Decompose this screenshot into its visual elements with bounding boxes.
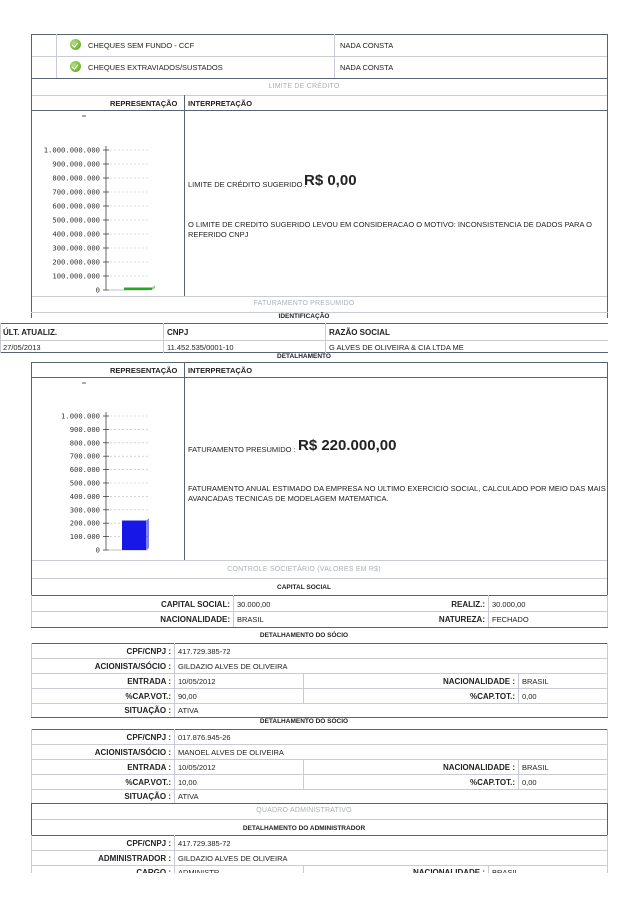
bar-side (152, 286, 155, 291)
entry-label: ENTRADA : (127, 677, 171, 686)
partner-captot: 0,00 (522, 778, 537, 787)
billing-note-line1: FATURAMENTO ANUAL ESTIMADO DA EMPRESA NO ULTIMO EXERCICIO SOCIAL, CALCULADO POR MEIO DAS MAIS (188, 484, 606, 493)
nature-label: NATUREZA: (438, 615, 485, 624)
partner-nac-label: NACIONALIDADE : (443, 763, 515, 772)
admin-name: GILDAZIO ALVES DE OLIVEIRA (178, 854, 288, 863)
nationality-label: NACIONALIDADE: (160, 615, 230, 624)
check-ok-icon (70, 39, 81, 50)
status-label: SITUAÇÃO : (124, 706, 171, 715)
col-name: RAZÃO SOCIAL (329, 328, 390, 337)
partner-name-label: ACIONISTA/SÓCIO : (94, 662, 171, 671)
admin-cpf-label: CPF/CNPJ : (126, 839, 171, 848)
admin-cpf: 417.729.385-72 (178, 839, 231, 848)
captot-label: %CAP.TOT.: (469, 778, 515, 787)
y-tick-label: 400.000 (69, 491, 100, 501)
y-tick-label: 500.000 (69, 478, 100, 488)
partner-cpf: 417.729.385-72 (178, 647, 231, 656)
partner-nac: BRASIL (522, 677, 549, 686)
y-tick-label: 800.000.000 (52, 173, 100, 183)
billing-note-line2: AVANCADAS TECNICAS DE MODELAGEM MATEMATICA. (188, 494, 389, 503)
rep-header: REPRESENTAÇÃO (110, 99, 178, 108)
check-status: NADA CONSTA (340, 63, 394, 72)
partner-title: DETALHAMENTO DO SÓCIO (259, 718, 349, 725)
capvot-label: %CAP.VOT.: (125, 778, 171, 787)
y-tick-label: 0 (95, 285, 100, 294)
capvot-label: %CAP.VOT.: (125, 692, 171, 701)
check-label: CHEQUES SEM FUNDO - CCF (88, 41, 195, 50)
y-tick-label: 1.000.000.000 (43, 145, 100, 155)
check-ok-icon (70, 61, 81, 72)
y-tick-label: 400.000.000 (52, 229, 100, 239)
y-tick-label: 900.000.000 (52, 159, 100, 169)
bar-side (146, 519, 149, 550)
partner-status: ATIVA (178, 792, 199, 801)
partner-name-label: ACIONISTA/SÓCIO : (94, 748, 171, 757)
y-tick-label: 200.000 (69, 518, 100, 528)
int-header: INTERPRETAÇÃO (188, 99, 253, 108)
realiz-label: REALIZ.: (451, 600, 485, 609)
check-status: NADA CONSTA (340, 41, 394, 50)
y-tick-label: 100.000 (69, 532, 100, 542)
partner-name: MANOEL ALVES DE OLIVEIRA (178, 748, 284, 757)
partner-capvot: 90,00 (178, 692, 197, 701)
y-tick-label: 500.000.000 (52, 215, 100, 225)
billing-presumed-label: FATURAMENTO PRESUMIDO : (188, 445, 296, 454)
credit-chart (34, 112, 182, 294)
captot-label: %CAP.TOT.: (469, 692, 515, 701)
credit-note-line1: O LIMITE DE CREDITO SUGERIDO LEVOU EM CONSIDERACAO O MOTIVO: INCONSISTENCIA DE DADOS PARA O (188, 220, 592, 229)
y-tick-label: 600.000 (69, 465, 100, 475)
partner-cpf: 017.876.945-26 (178, 733, 231, 742)
ident-title: IDENTIFICAÇÃO (278, 313, 330, 320)
y-tick-label: 600.000.000 (52, 201, 100, 211)
updated-value: 27/05/2013 (3, 343, 41, 352)
admin-detail-title: DETALHAMENTO DO ADMINISTRADOR (242, 825, 366, 832)
status-label: SITUAÇÃO : (124, 792, 171, 801)
y-tick-label: 700.000.000 (52, 187, 100, 197)
cnpj-value: 11.452.535/0001-10 (167, 343, 234, 352)
partner-capvot: 10,00 (178, 778, 197, 787)
capital-title: CAPITAL SOCIAL (277, 584, 331, 591)
y-tick-label: 1.000.000 (61, 411, 100, 421)
check-label: CHEQUES EXTRAVIADOS/SUSTADOS (88, 63, 223, 72)
credit-suggested-value: R$ 0,00 (304, 172, 357, 189)
y-tick-label: 300.000 (69, 505, 100, 515)
nature-value: FECHADO (492, 615, 529, 624)
cpf-label: CPF/CNPJ : (126, 647, 171, 656)
rep-header: REPRESENTAÇÃO (110, 366, 178, 375)
col-updated: ÚLT. ATUALIZ. (3, 328, 58, 337)
int-header: INTERPRETAÇÃO (188, 366, 253, 375)
section-title-admin: QUADRO ADMINISTRATIVO (256, 807, 352, 814)
bar (124, 288, 152, 291)
y-tick-label: 100.000.000 (52, 271, 100, 281)
col-cnpj: CNPJ (167, 328, 189, 337)
y-tick-label: 900.000 (69, 424, 100, 434)
y-tick-label: 700.000 (69, 451, 100, 461)
section-title-credit: LIMITE DE CRÉDITO (268, 83, 340, 90)
y-tick-label: 0 (95, 545, 100, 555)
partner-captot: 0,00 (522, 692, 537, 701)
partner-title: DETALHAMENTO DO SÓCIO (259, 632, 349, 639)
cpf-label: CPF/CNPJ : (126, 733, 171, 742)
y-tick-label: 800.000 (69, 438, 100, 448)
section-title-society: CONTROLE SOCIETÁRIO (VALORES EM R$) (227, 566, 381, 573)
capital-value: 30.000,00 (237, 600, 271, 609)
nationality-value: BRASIL (237, 615, 264, 624)
realiz-value: 30.000,00 (492, 600, 526, 609)
y-tick-label: 300.000.000 (52, 243, 100, 253)
partner-entry: 10/05/2012 (178, 763, 216, 772)
billing-presumed-value: R$ 220.000,00 (298, 437, 397, 454)
partner-nac: BRASIL (522, 763, 549, 772)
partner-status: ATIVA (178, 706, 199, 715)
capital-label: CAPITAL SOCIAL: (160, 600, 230, 609)
partner-name: GILDAZIO ALVES DE OLIVEIRA (178, 662, 288, 671)
partner-nac-label: NACIONALIDADE : (443, 677, 515, 686)
company-name-value: G ALVES DE OLIVEIRA & CIA LTDA ME (329, 343, 464, 352)
admin-name-label: ADMINISTRADOR : (98, 854, 171, 863)
section-title-billing: FATURAMENTO PRESUMIDO (253, 300, 355, 307)
billing-chart (34, 379, 182, 559)
bar (122, 521, 146, 550)
y-tick-label: 200.000.000 (52, 257, 100, 267)
entry-label: ENTRADA : (127, 763, 171, 772)
credit-note-line2: REFERIDO CNPJ (188, 230, 249, 239)
credit-suggested-label: LIMITE DE CRÉDITO SUGERIDO : (188, 180, 307, 189)
detail-title: DETALHAMENTO (277, 353, 331, 360)
partner-entry: 10/05/2012 (178, 677, 216, 686)
